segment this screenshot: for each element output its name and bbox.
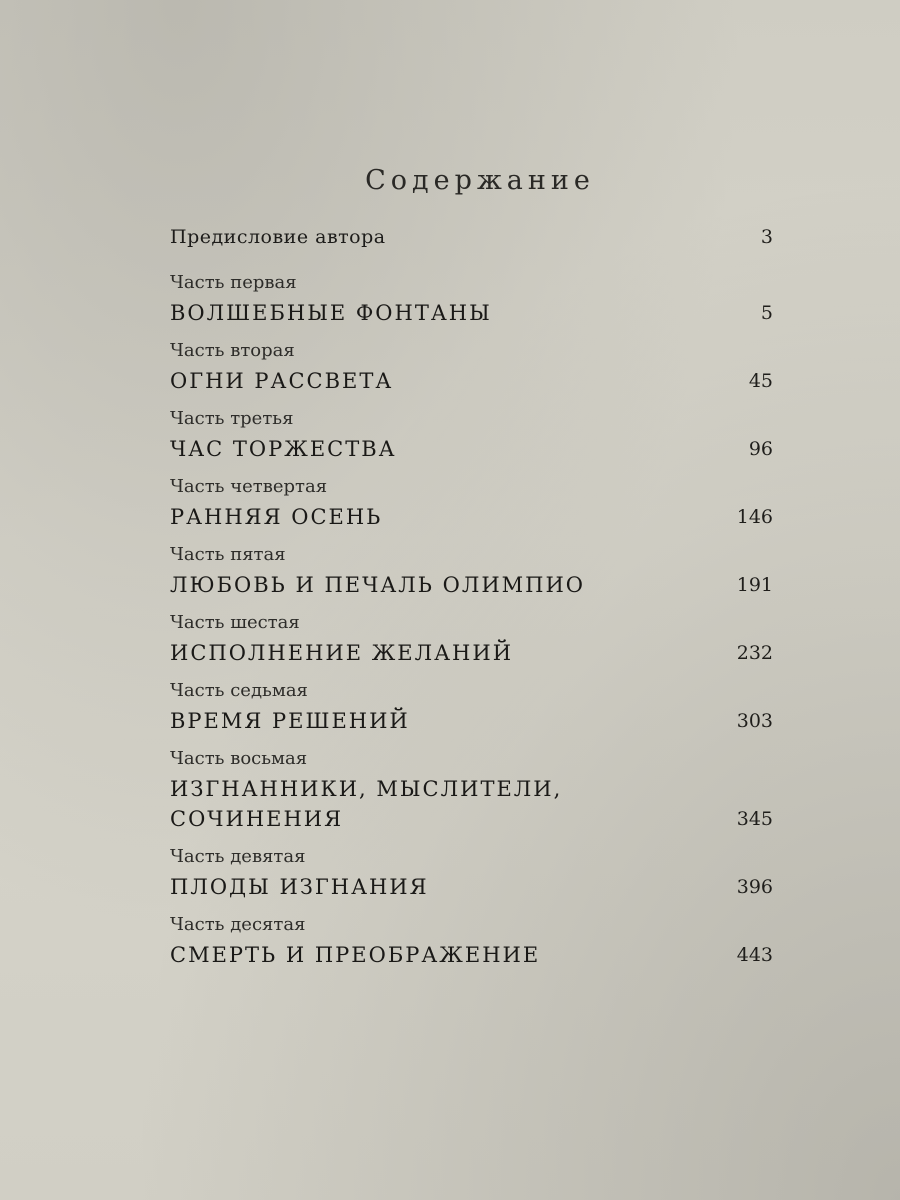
part-label: Часть шестая bbox=[170, 612, 300, 633]
part-title: ВРЕМЯ РЕШЕНИЙ bbox=[170, 709, 410, 733]
preface-entry bbox=[170, 226, 773, 272]
part-title-row bbox=[170, 940, 773, 970]
table-of-contents bbox=[170, 226, 773, 982]
part-title: ИЗГНАННИКИ, МЫСЛИТЕЛИ, СОЧИНЕНИЯ bbox=[170, 777, 563, 831]
part-title-row bbox=[170, 872, 773, 902]
toc-entry bbox=[170, 272, 773, 328]
part-title-row bbox=[170, 570, 773, 600]
toc-entry bbox=[170, 612, 773, 668]
preface-label: Предисловие автора bbox=[170, 226, 386, 248]
part-title-row bbox=[170, 502, 773, 532]
toc-entry bbox=[170, 846, 773, 902]
toc-entry bbox=[170, 680, 773, 736]
part-title-row bbox=[170, 706, 773, 736]
page-number: 191 bbox=[736, 574, 773, 596]
toc-entry bbox=[170, 544, 773, 600]
toc-entry bbox=[170, 914, 773, 970]
toc-entry bbox=[170, 408, 773, 464]
part-title: ЧАС ТОРЖЕСТВА bbox=[170, 437, 397, 461]
toc-entry bbox=[170, 340, 773, 396]
page-number: 303 bbox=[736, 710, 773, 732]
toc-heading: Содержание bbox=[365, 165, 595, 196]
part-title: РАННЯЯ ОСЕНЬ bbox=[170, 505, 383, 529]
part-label: Часть четвертая bbox=[170, 476, 328, 497]
toc-entry bbox=[170, 748, 773, 834]
part-title: ИСПОЛНЕНИЕ ЖЕЛАНИЙ bbox=[170, 641, 514, 665]
part-title: СМЕРТЬ И ПРЕОБРАЖЕНИЕ bbox=[170, 943, 541, 967]
part-label: Часть девятая bbox=[170, 846, 306, 867]
page-number: 443 bbox=[736, 944, 773, 966]
part-title-row bbox=[170, 774, 773, 834]
part-title: ВОЛШЕБНЫЕ ФОНТАНЫ bbox=[170, 301, 492, 325]
part-label: Часть пятая bbox=[170, 544, 286, 565]
page-number: 146 bbox=[736, 506, 773, 528]
page-number: 232 bbox=[736, 642, 773, 664]
part-label: Часть седьмая bbox=[170, 680, 308, 701]
preface-page-number: 3 bbox=[760, 226, 773, 248]
part-title: ОГНИ РАССВЕТА bbox=[170, 369, 394, 393]
page-number: 396 bbox=[736, 876, 773, 898]
part-label: Часть десятая bbox=[170, 914, 306, 935]
toc-entry bbox=[170, 476, 773, 532]
page-number: 345 bbox=[736, 808, 773, 830]
part-label: Часть восьмая bbox=[170, 748, 308, 769]
part-label: Часть третья bbox=[170, 408, 294, 429]
part-title-row bbox=[170, 366, 773, 396]
page-number: 96 bbox=[748, 438, 773, 460]
part-label: Часть вторая bbox=[170, 340, 295, 361]
page-number: 45 bbox=[748, 370, 773, 392]
part-title-row bbox=[170, 434, 773, 464]
part-title: ЛЮБОВЬ И ПЕЧАЛЬ ОЛИМПИО bbox=[170, 573, 586, 597]
part-label: Часть первая bbox=[170, 272, 297, 293]
part-title-row bbox=[170, 298, 773, 328]
part-title: ПЛОДЫ ИЗГНАНИЯ bbox=[170, 875, 429, 899]
part-title-row bbox=[170, 638, 773, 668]
page-number: 5 bbox=[760, 302, 773, 324]
